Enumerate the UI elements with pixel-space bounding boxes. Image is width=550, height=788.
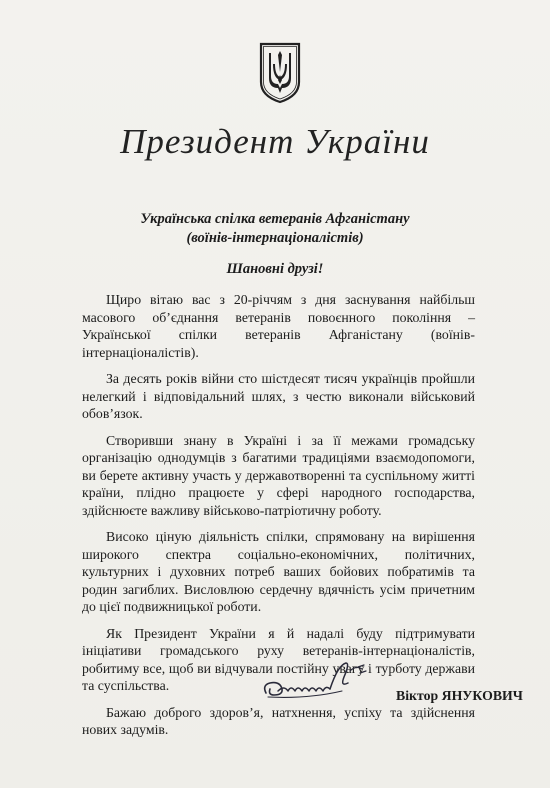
signer-name: Віктор ЯНУКОВИЧ — [396, 688, 523, 703]
paragraph-5: Як Президент України я й надалі буду підтримувати ініціативи громадського руху ветеранів-інтернаціоналістів, робитиму все, щоб ви відчували постійну увагу і турботу держави та суспільства. — [82, 625, 475, 693]
paragraph-2: За десять років війни сто шістдесят тисяч українців пройшли нелегкий і відповідальний шлях, з честю виконали військовий обов’язок. — [82, 371, 475, 421]
paragraph-4: Високо ціную діяльність спілки, спрямовану на вирішення широкого спектра соціально-економічних, політичних, культурних і духовних потреб ваших бойових побратимів та родин загиблих. Висловлюю сердечну вдячність усім причетним до цієї подвижницької роботи. — [82, 529, 475, 614]
paragraph-6: Бажаю доброго здоров’я, натхнення, успіху та здійснення нових задумів. — [82, 704, 475, 737]
addressee — [0, 210, 550, 248]
president-title: Президент України — [120, 122, 430, 161]
paragraph-1: Щиро вітаю вас з 20-річчям з дня заснування найбільш масового об’єднання ветеранів повоєнного покоління – Української спілки ветеранів Афганістану (воїнів-інтернаціоналістів). — [82, 292, 475, 360]
paragraph-3: Створивши знану в Україні і за її межами громадську організацію однодумців з багатими традиціями взаємодопомоги, ви берете активну участь у державотворенні та суспільному житті країни, плідно працюєте у сфері народного господарства, здійснюєте важливу військово-патріотичну роботу. — [82, 432, 475, 518]
addressee-line-1: Українська спілка ветеранів Афганістану — [140, 211, 410, 227]
addressee-line-2: (воїнів-інтернаціоналістів) — [186, 230, 364, 246]
trident-coat-of-arms-icon — [258, 42, 302, 104]
handwritten-signature — [258, 655, 378, 705]
greeting: Шановні друзі! — [226, 261, 324, 277]
